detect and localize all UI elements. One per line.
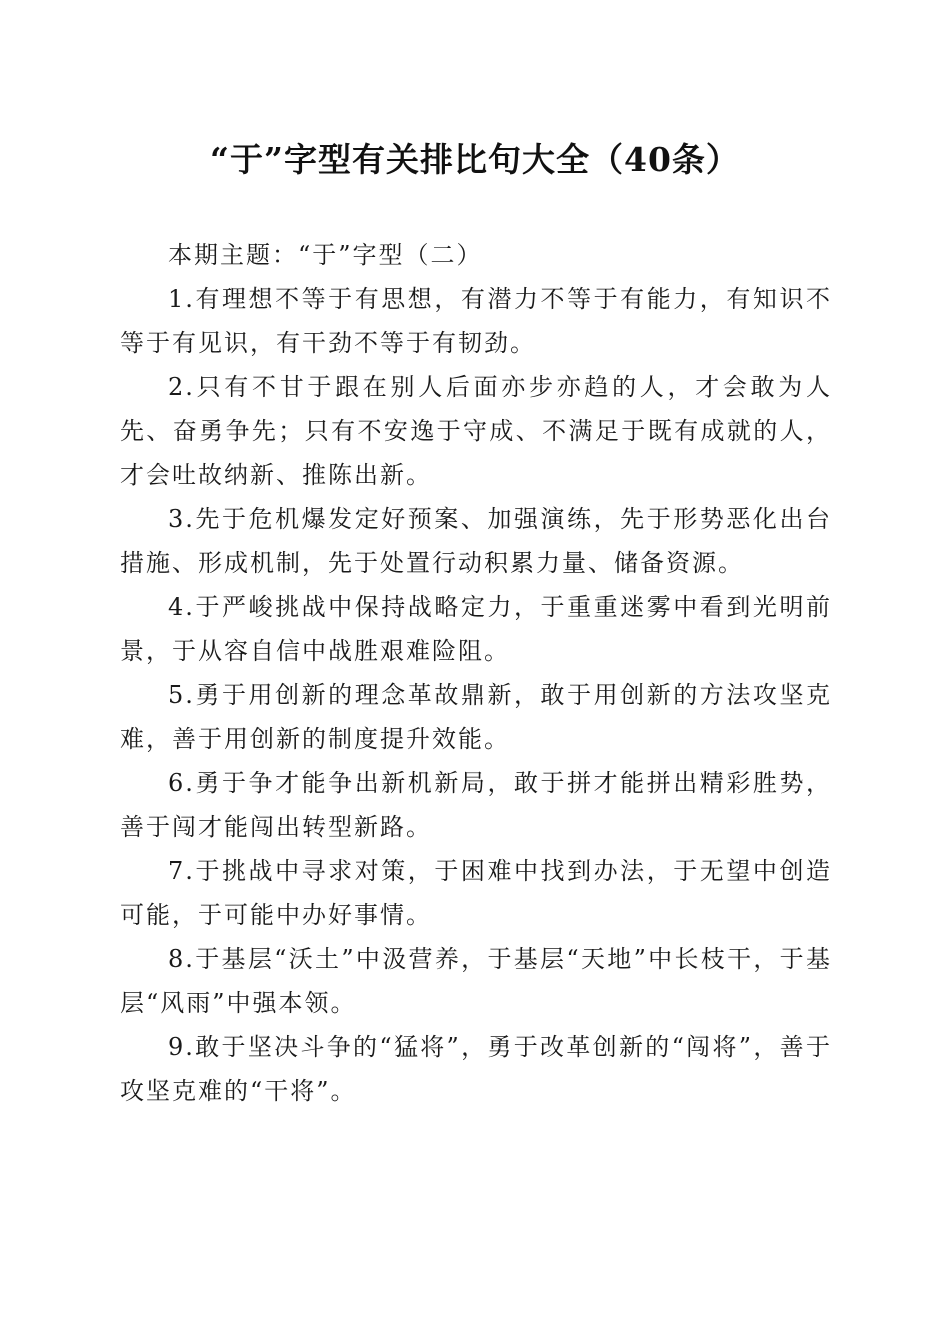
list-item: 6.勇于争才能争出新机新局，敢于拼才能拼出精彩胜势，善于闯才能闯出转型新路。: [120, 769, 832, 841]
list-item: 7.于挑战中寻求对策，于困难中找到办法，于无望中创造可能，于可能中办好事情。: [120, 857, 832, 929]
document-title: “于”字型有关排比句大全（40条）: [210, 140, 740, 179]
list-item: 1.有理想不等于有思想，有潜力不等于有能力，有知识不等于有见识，有干劲不等于有韧劲。: [120, 285, 832, 357]
document-body: [120, 233, 832, 1113]
list-item: 2.只有不甘于跟在别人后面亦步亦趋的人，才会敢为人先、奋勇争先；只有不安逸于守成、不满足于既有成就的人，才会吐故纳新、推陈出新。: [120, 373, 832, 489]
list-item: 9.敢于坚决斗争的“猛将”，勇于改革创新的“闯将”，善于攻坚克难的“干将”。: [120, 1033, 832, 1105]
list-item: 4.于严峻挑战中保持战略定力，于重重迷雾中看到光明前景，于从容自信中战胜艰难险阻。: [120, 593, 832, 665]
list-item: 8.于基层“沃土”中汲营养，于基层“天地”中长枝干，于基层“风雨”中强本领。: [120, 945, 832, 1017]
list-item: 3.先于危机爆发定好预案、加强演练，先于形势恶化出台措施、形成机制，先于处置行动积累力量、储备资源。: [120, 505, 832, 577]
list-item: 5.勇于用创新的理念革故鼎新，敢于用创新的方法攻坚克难，善于用创新的制度提升效能。: [120, 681, 832, 753]
theme-line: 本期主题：“于”字型（二）: [168, 241, 483, 269]
